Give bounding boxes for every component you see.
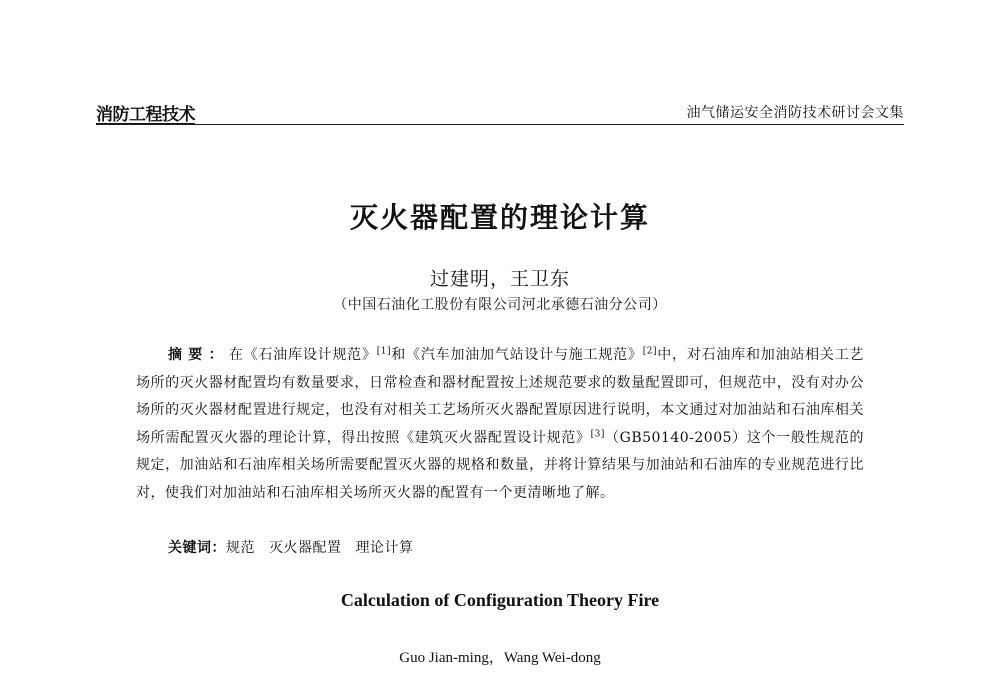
abstract	[136, 342, 864, 507]
abstract-text-2: 和《汽车加油加气站设计与施工规范》	[391, 347, 643, 363]
header-rule	[96, 124, 904, 125]
keyword-item: 理论计算	[355, 540, 414, 556]
abstract-text-3: 中，对石油库和加油站相关工艺场所的灭火器材配置均有数量要求，日常检查和器材配置按上述规范要求的数量配置即可，但规范中，没有对办公场所的灭火器材配置进行规定，也没有对相关工艺场所灭火器配置原因进行说明，本文通过对加油站和石油库相关场所需配置灭火器的理论计算，得出按照《建筑灭火器配置设计规范》	[136, 347, 865, 446]
keywords	[168, 537, 428, 557]
journal-section-label: 消防工程技术	[96, 105, 195, 125]
citation-ref-3: [3]	[590, 428, 605, 439]
abstract-text-4: （GB50140-2005）这个一般性规范的规定，加油站和石油库相关场所需要配置灭火器的规格和数量，并将计算结果与加油站和石油库的专业规范进行比对，使我们对加油站和石油库相关场所灭火器的配置有一个更清晰地了解。	[136, 429, 864, 501]
keyword-item: 规范	[226, 540, 255, 556]
proceedings-title: 油气储运安全消防技术研讨会文集	[686, 105, 904, 121]
abstract-text-1: 在《石油库设计规范》	[228, 347, 377, 363]
citation-ref-1: [1]	[376, 346, 392, 357]
english-author-list: Guo Jian-ming，Wang Wei-dong	[399, 650, 601, 666]
keywords-label: 关键词：	[168, 540, 226, 556]
english-title: Calculation of Configuration Theory Fire	[340, 590, 660, 610]
keyword-item: 灭火器配置	[269, 540, 342, 556]
running-header	[96, 96, 904, 126]
abstract-label: 摘要：	[168, 347, 229, 363]
paper-title: 灭火器配置的理论计算	[349, 201, 650, 234]
author-affiliation: （中国石油化工股份有限公司河北承德石油分公司）	[333, 297, 667, 313]
citation-ref-2: [2]	[642, 346, 657, 357]
author-list: 过建明，王卫东	[429, 268, 570, 290]
